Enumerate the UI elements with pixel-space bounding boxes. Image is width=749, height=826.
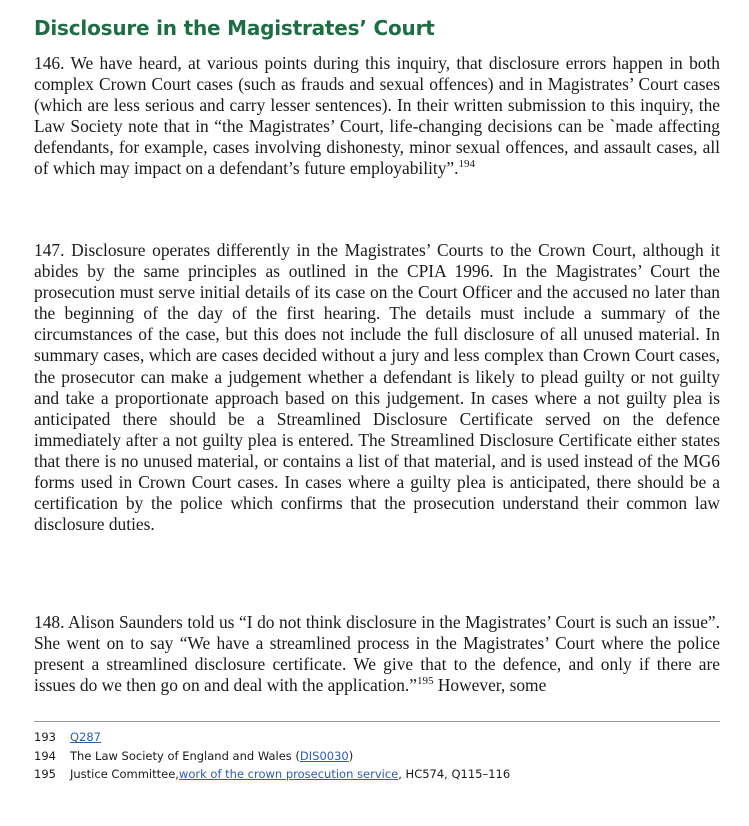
footnote-ref-194[interactable]: 194	[458, 158, 475, 171]
footnote-194	[34, 747, 720, 766]
footnote-number: 194	[34, 748, 56, 763]
footnote-number: 195	[34, 767, 56, 781]
footnote-number: 193	[34, 730, 56, 744]
footnote-text-after: , HC574, Q115–116	[398, 767, 511, 781]
footnote-ref-195[interactable]: 195	[417, 675, 434, 688]
paragraph-147-text: 147. Disclosure operates differently in the Magistrates’ Courts to the Crown Court, although it abides by the same principles as outlined in the CPIA 1996. In the Magistrates’ Court the prosecution must serve initial details of its case on the Court Officer and the accused no later than the beginning of the day of the first hearing. The details must include a summary of the circumstances of the case, but this does not include the full disclosure of all unused material. In summary cases, which are cases decided without a jury and less complex than Crown Court cases, the prosecutor can make a judgement whether a defendant is likely to plead guilty or not guilty and take a proportionate approach based on this judgement. In cases where a not guilty plea is anticipated there should be a Streamlined Disclosure Certificate served on the defence immediately after a not guilty plea is entered. The Streamlined Disclosure Certificate either states that there is no unused material, or contains a list of that material, and is used instead of the MG6 forms used in Crown Court cases. In cases where a guilty plea is anticipated, there should be a certification by the police which confirms that the prosecution understand their common law disclosure duties.	[34, 240, 720, 535]
footnote-193	[34, 728, 720, 747]
footnotes	[34, 728, 720, 784]
paragraph-148-continuation: However, some	[433, 675, 547, 696]
footnote-195	[34, 765, 720, 784]
footnote-divider	[34, 721, 720, 722]
footnote-text: Justice Committee,	[70, 767, 179, 781]
footnote-link-cps-report[interactable]: work of the crown prosecution service	[178, 767, 399, 781]
footnote-text: The Law Society of England and Wales (	[70, 748, 300, 763]
section-heading: Disclosure in the Magistrates’ Court	[34, 16, 435, 40]
paragraph-146-text: 146. We have heard, at various points during this inquiry, that disclosure errors happen in both complex Crown Court cases (such as frauds and sexual offences) and in Magistrates’ Court cases (which are less serious and carry lesser sentences). In their written submission to this inquiry, the Law Society note that in “the Magistrates’ Court, life-changing decisions can be `made affecting defendants, for example, cases involving dishonesty, minor sexual offences, and assault cases, all of which may impact on a defendant’s future employability”.	[34, 53, 720, 179]
footnote-link-dis0030[interactable]: DIS0030	[299, 748, 349, 763]
paragraph-148-text: 148. Alison Saunders told us “I do not think disclosure in the Magistrates’ Court is such an issue”. She went on to say “We have a streamlined process in the Magistrates’ Court where the police present a streamlined disclosure certificate. We give that to the defence, and only if there are issues do we then go on and deal with the application.”	[34, 612, 720, 696]
paragraph-147	[34, 240, 720, 535]
paragraph-148	[34, 612, 720, 696]
footnote-link-q287[interactable]: Q287	[70, 730, 102, 744]
footnote-text-after: )	[348, 748, 354, 763]
paragraph-146	[34, 53, 720, 180]
